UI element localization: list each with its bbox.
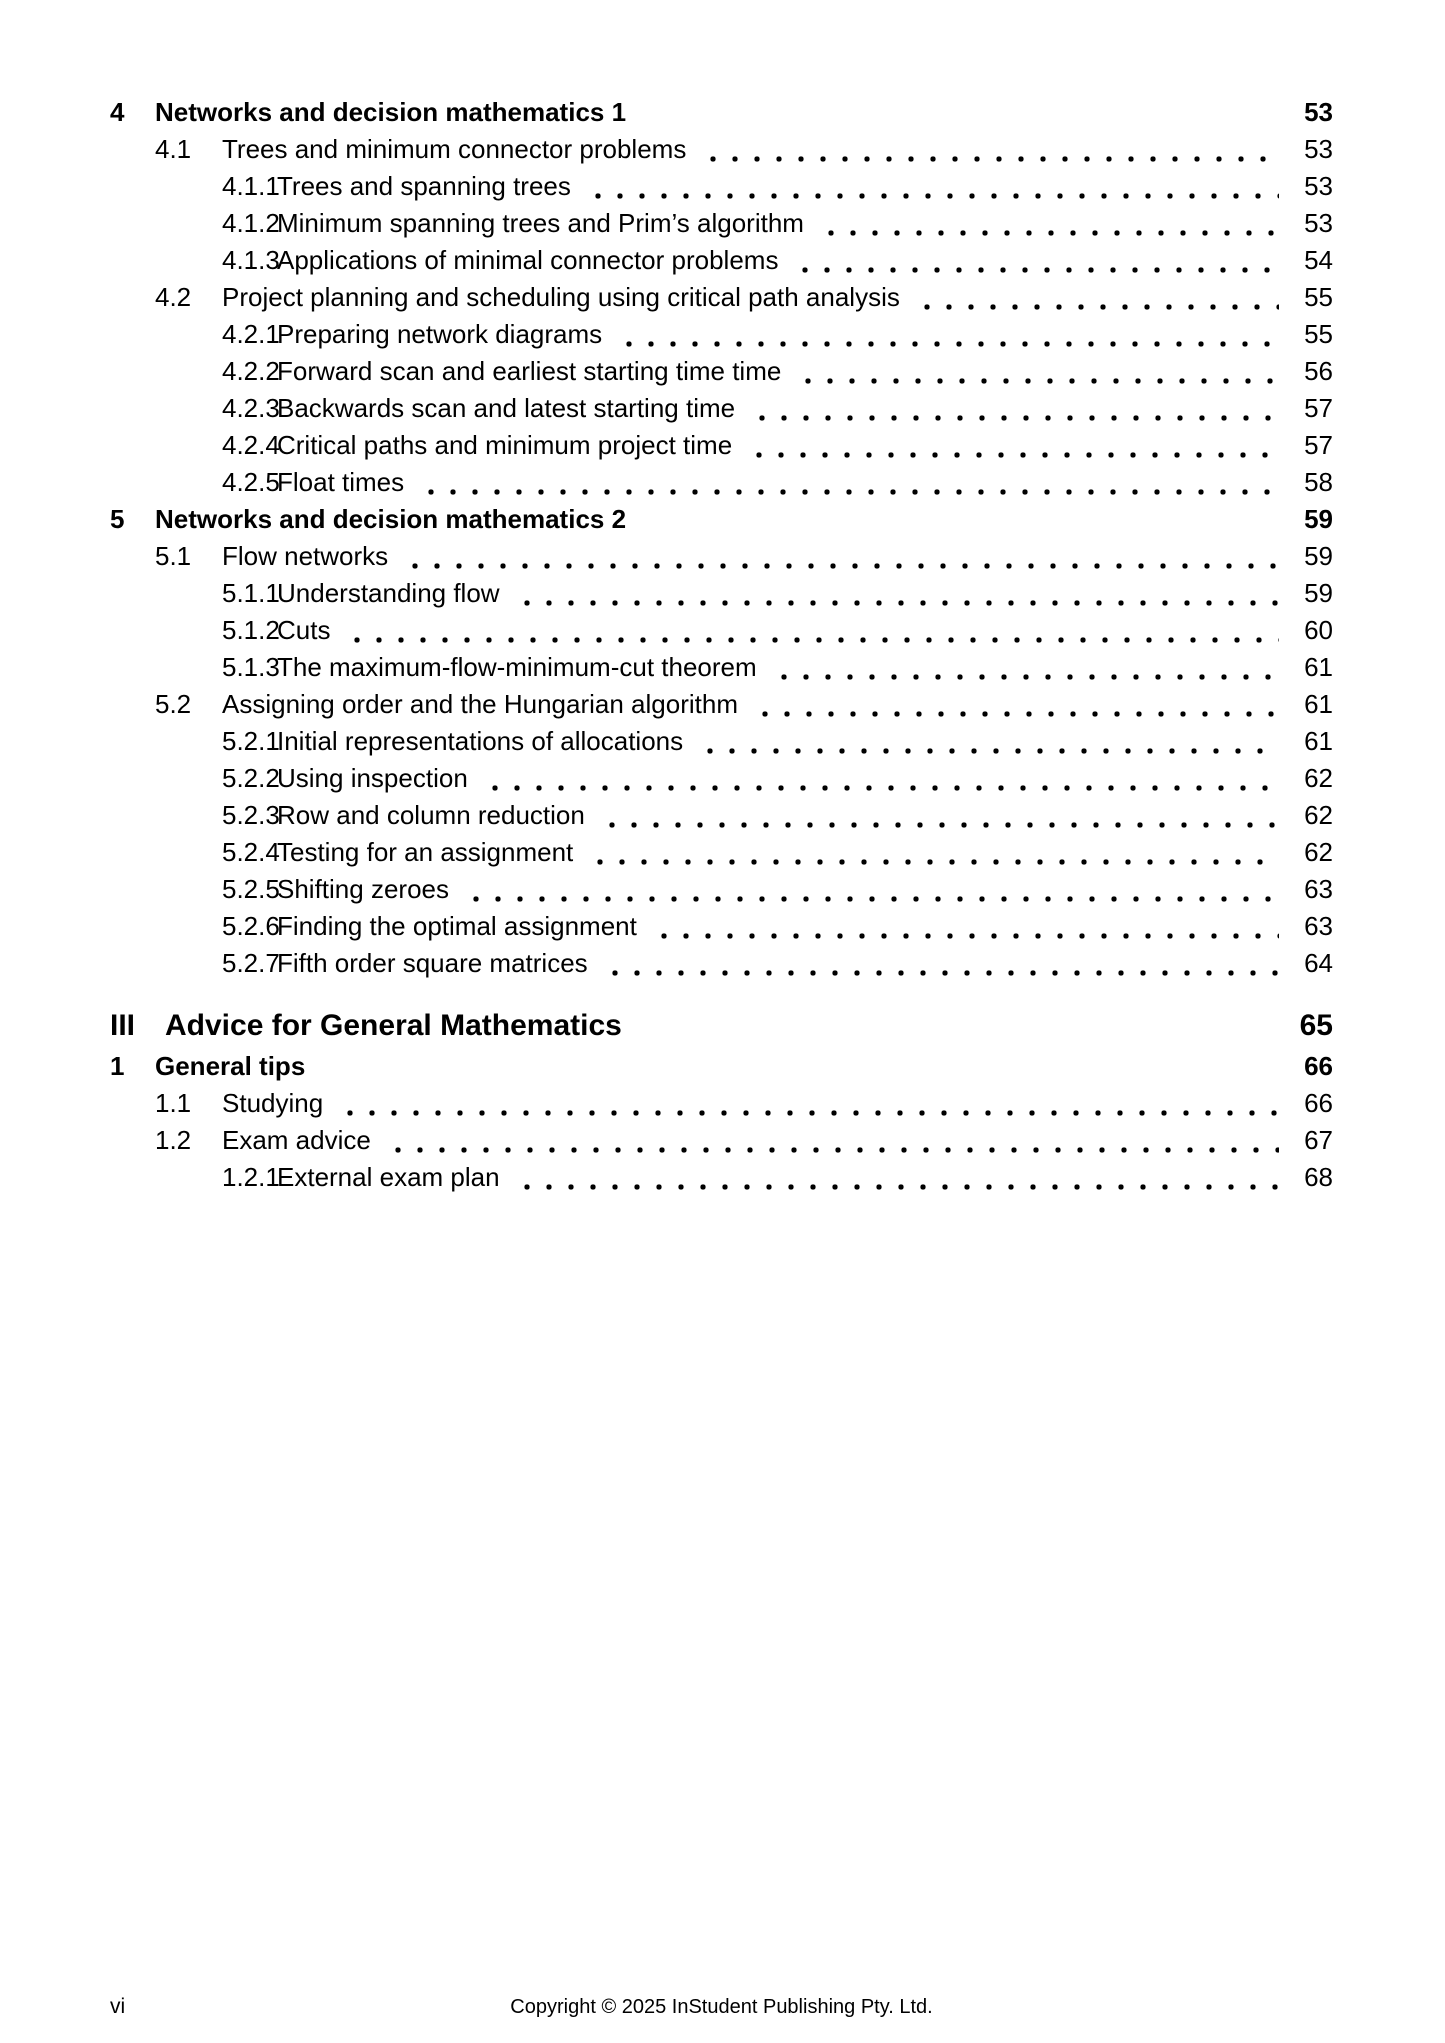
entry-title: Project planning and scheduling using critical path analysis [222,282,900,312]
dot-leader [742,427,1279,464]
entry-number: 4.2.5 [222,467,280,497]
entry-title: Using inspection [277,763,468,793]
entry-title: Exam advice [222,1125,371,1155]
toc-entry-4.2.4 [110,427,1333,464]
entry-number: 4.1 [155,134,192,164]
toc-entry-5.2.1 [110,723,1333,760]
toc-entry-5.1.1 [110,575,1333,612]
dot-leader [767,649,1279,686]
entry-page: 62 [1304,837,1333,867]
toc-entry-1.1 [110,1085,1333,1122]
toc-entry-1.2.1 [110,1159,1333,1196]
toc-entry-4.2.1 [110,316,1333,353]
entry-title: Applications of minimal connector problems [277,245,779,275]
entry-title: Critical paths and minimum project time [277,430,733,460]
entry-page: 59 [1304,504,1333,534]
entry-title: Networks and decision mathematics 2 [155,504,627,534]
dot-leader [459,871,1279,908]
dot-leader [583,834,1279,871]
toc-entry-5.2.7 [110,945,1333,982]
entry-page: 55 [1304,319,1333,349]
entry-number: 1.2 [155,1125,192,1155]
toc-entry-5.2 [110,686,1333,723]
entry-number: 5 [110,504,125,534]
toc-entry-4.2.5 [110,464,1333,501]
dot-leader [478,760,1279,797]
toc-entry-4.1.3 [110,242,1333,279]
table-of-contents [110,94,1333,1196]
entry-title: Flow networks [222,541,389,571]
entry-number: 5.2.6 [222,911,280,941]
entry-title: Trees and minimum connector problems [222,134,687,164]
entry-number: 5.1 [155,541,192,571]
entry-page: 63 [1304,911,1333,941]
toc-entry-4 [110,94,1333,131]
entry-title: Assigning order and the Hungarian algorithm [222,689,738,719]
toc-entry-4.2.3 [110,390,1333,427]
entry-number: 5.1.2 [222,615,280,645]
entry-page: 66 [1304,1088,1333,1118]
toc-entry-4.2.2 [110,353,1333,390]
entry-number: 5.1.3 [222,652,280,682]
toc-entry-5.2.2 [110,760,1333,797]
entry-page: 67 [1304,1125,1333,1155]
entry-number: 4.1.3 [222,245,280,275]
dot-leader [581,168,1279,205]
entry-page: 59 [1304,578,1333,608]
page-footer [110,1995,1333,2025]
toc-entry-4.2 [110,279,1333,316]
entry-page: 61 [1304,726,1333,756]
dot-leader [612,316,1279,353]
entry-number: 5.1.1 [222,578,280,608]
entry-page: 56 [1304,356,1333,386]
toc-entry-5.2.5 [110,871,1333,908]
entry-page: 62 [1304,800,1333,830]
entry-title: Understanding flow [277,578,500,608]
dot-leader [636,501,1279,538]
entry-title: The maximum-flow-minimum-cut theorem [277,652,757,682]
dot-leader [693,723,1279,760]
dot-leader [748,686,1279,723]
dot-leader [632,1004,1279,1048]
entry-number: 4 [110,97,125,127]
entry-title: Fifth order square matrices [277,948,588,978]
entry-title: Minimum spanning trees and Prim’s algorithm [277,208,804,238]
dot-leader [398,538,1279,575]
dot-leader [381,1122,1279,1159]
entry-page: 62 [1304,763,1333,793]
entry-number: 5.2 [155,689,192,719]
entry-number: 5.2.2 [222,763,280,793]
entry-page: 58 [1304,467,1333,497]
entry-number: 1.2.1 [222,1162,280,1192]
entry-page: 53 [1304,171,1333,201]
entry-number: 1.1 [155,1088,192,1118]
dot-leader [414,464,1279,501]
entry-number: 5.2.1 [222,726,280,756]
entry-number: 1 [110,1051,125,1081]
toc-entry-4.1 [110,131,1333,168]
entry-page: 61 [1304,652,1333,682]
toc-entry-5.2.4 [110,834,1333,871]
dot-leader [647,908,1279,945]
toc-entry-1 [110,1048,1333,1085]
entry-page: 64 [1304,948,1333,978]
entry-page: 54 [1304,245,1333,275]
dot-leader [510,1159,1279,1196]
dot-leader [910,279,1279,316]
entry-title: Row and column reduction [277,800,585,830]
entry-page: 68 [1304,1162,1333,1192]
toc-entry-III [110,1004,1333,1048]
toc-entry-5.1.3 [110,649,1333,686]
entry-title: Advice for General Mathematics [165,1009,622,1042]
entry-page: 60 [1304,615,1333,645]
entry-page: 53 [1304,97,1333,127]
toc-entry-5.1.2 [110,612,1333,649]
entry-title: Finding the optimal assignment [277,911,637,941]
dot-leader [745,390,1279,427]
entry-number: 4.2.3 [222,393,280,423]
entry-number: 5.2.4 [222,837,280,867]
entry-number: 4.2.4 [222,430,280,460]
dot-leader [333,1085,1279,1122]
toc-entry-1.2 [110,1122,1333,1159]
entry-title: External exam plan [277,1162,500,1192]
dot-leader [510,575,1279,612]
toc-entry-4.1.2 [110,205,1333,242]
entry-title: Backwards scan and latest starting time [277,393,736,423]
toc-entry-5.1 [110,538,1333,575]
toc-entry-5.2.3 [110,797,1333,834]
entry-number: 4.1.1 [222,171,280,201]
entry-number: 4.2.2 [222,356,280,386]
toc-entry-4.1.1 [110,168,1333,205]
entry-page: 65 [1299,1009,1333,1042]
entry-title: Forward scan and earliest starting time time [277,356,782,386]
entry-title: Cuts [277,615,331,645]
entry-number: 4.2.1 [222,319,280,349]
entry-page: 55 [1304,282,1333,312]
entry-number: 5.2.7 [222,948,280,978]
entry-page: 59 [1304,541,1333,571]
entry-number: 4.1.2 [222,208,280,238]
dot-leader [814,205,1279,242]
entry-title: General tips [155,1051,306,1081]
entry-page: 61 [1304,689,1333,719]
entry-number: 5.2.5 [222,874,280,904]
entry-title: Preparing network diagrams [277,319,603,349]
dot-leader [595,797,1279,834]
entry-page: 57 [1304,430,1333,460]
entry-title: Float times [277,467,405,497]
entry-page: 63 [1304,874,1333,904]
page-folio: vi [110,1995,126,2018]
dot-leader [636,94,1279,131]
dot-leader [598,945,1279,982]
entry-number: 5.2.3 [222,800,280,830]
dot-leader [788,242,1279,279]
entry-page: 66 [1304,1051,1333,1081]
entry-page: 53 [1304,208,1333,238]
dot-leader [791,353,1279,390]
dot-leader [315,1048,1279,1085]
entry-page: 57 [1304,393,1333,423]
entry-title: Shifting zeroes [277,874,449,904]
entry-number: III [110,1009,136,1042]
entry-title: Networks and decision mathematics 1 [155,97,627,127]
entry-title: Testing for an assignment [277,837,574,867]
entry-title: Trees and spanning trees [277,171,571,201]
entry-page: 53 [1304,134,1333,164]
entry-title: Studying [222,1088,324,1118]
copyright-notice: Copyright © 2025 InStudent Publishing Pty. Ltd. [510,1996,933,2018]
entry-number: 4.2 [155,282,192,312]
dot-leader [340,612,1279,649]
toc-entry-5.2.6 [110,908,1333,945]
dot-leader [696,131,1279,168]
entry-title: Initial representations of allocations [277,726,684,756]
toc-entry-5 [110,501,1333,538]
